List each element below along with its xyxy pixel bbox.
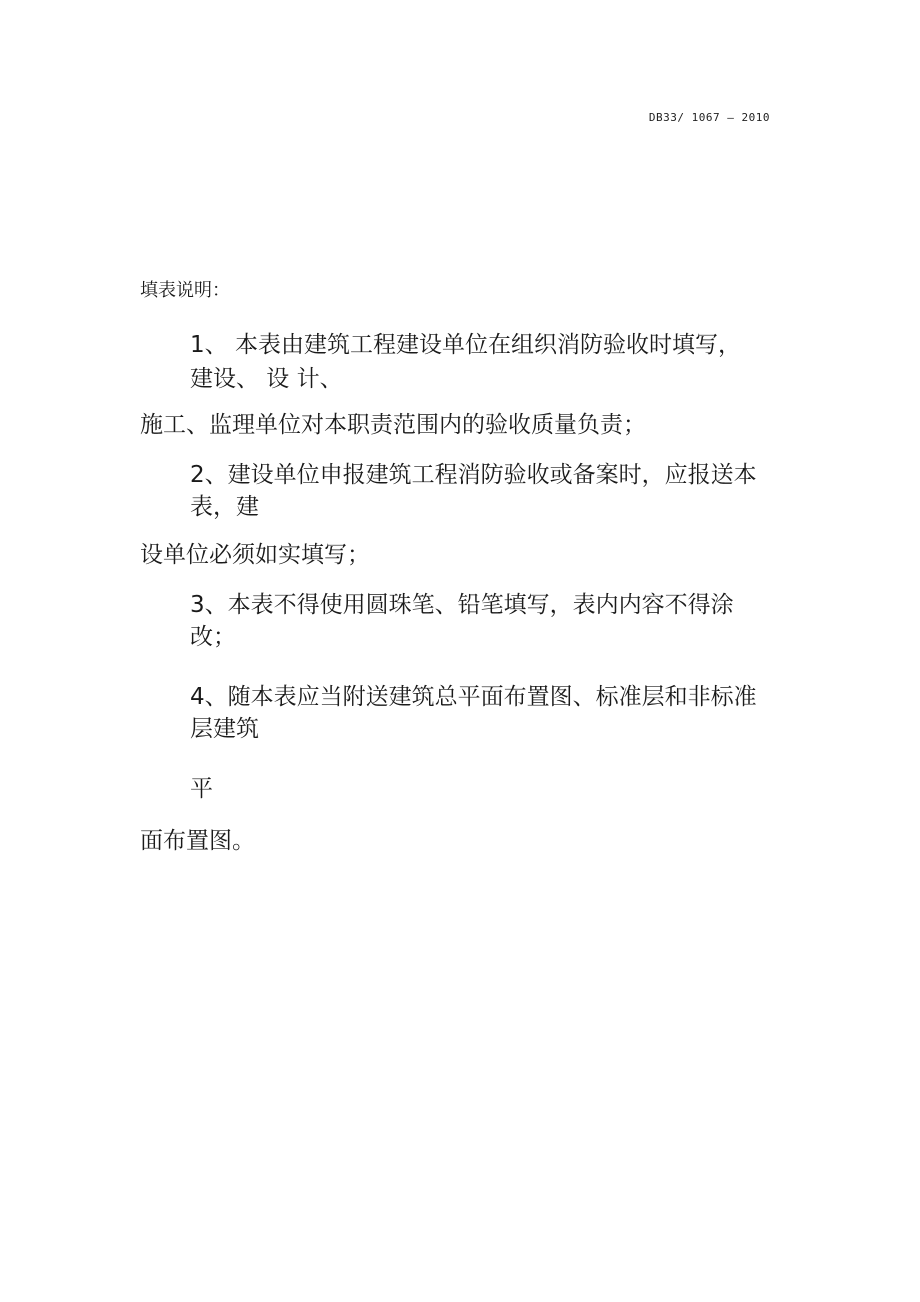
item-4-line-1: 4、随本表应当附送建筑总平面布置图、标准层和非标准 xyxy=(190,684,757,710)
item-4-line-3: 平 xyxy=(190,776,213,802)
item-1-line-2: 建设、 设 计、 xyxy=(190,366,343,392)
instructions-title: 填表说明： xyxy=(140,280,230,301)
item-3-line-1: 3、本表不得使用圆珠笔、铅笔填写，表内内容不得涂 xyxy=(190,592,734,618)
item-1-line-1: 1、 本表由建筑工程建设单位在组织消防验收时填写， xyxy=(190,332,741,358)
document-code: DB33/ 1067 — 2010 xyxy=(648,111,770,124)
item-4-line-4: 面布置图。 xyxy=(140,828,255,854)
item-2-line-3: 设单位必须如实填写； xyxy=(140,542,370,568)
item-4-line-2: 层建筑 xyxy=(190,716,259,742)
item-1-line-3: 施工、监理单位对本职责范围内的验收质量负责； xyxy=(140,412,646,438)
item-2-line-1: 2、建设单位申报建筑工程消防验收或备案时，应报送本 xyxy=(190,462,757,488)
item-2-line-2: 表，建 xyxy=(190,494,259,520)
item-3-line-2: 改； xyxy=(190,624,236,650)
